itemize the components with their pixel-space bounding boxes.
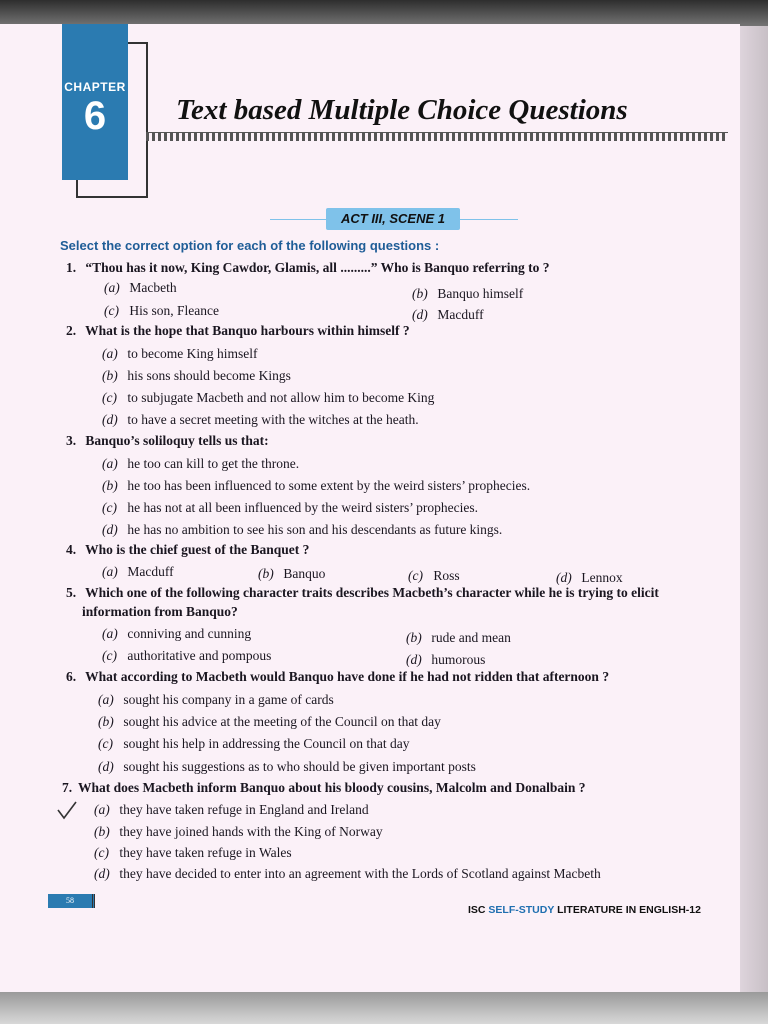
option-4b: (b) Banquo	[258, 566, 326, 581]
page-number: 58	[48, 894, 95, 908]
chapter-badge	[62, 24, 128, 180]
option-2b: (b) his sons should become Kings	[102, 368, 291, 383]
option-1b: (b) Banquo himself	[412, 286, 524, 301]
option-3c: (c) he has not at all been influenced by the weird sisters’ prophecies.	[102, 500, 479, 515]
option-3d: (d) he has no ambition to see his son and his descendants as future kings.	[102, 522, 503, 537]
chapter-number: 6	[83, 94, 107, 138]
option-7b: (b) they have joined hands with the King of Norway	[94, 824, 383, 839]
option-2c: (c) to subjugate Macbeth and not allow him to become King	[102, 390, 435, 405]
question-1: 1. “Thou has it now, King Cawdor, Glamis, all .........” Who is Banquo referring to ?	[66, 260, 550, 275]
page-edge	[740, 26, 768, 992]
instructions: Select the correct option for each of the following questions :	[60, 238, 440, 253]
question-7: 7. What does Macbeth inform Banquo about his bloody cousins, Malcolm and Donalbain ?	[62, 780, 586, 795]
chapter-label: CHAPTER	[64, 80, 126, 94]
question-5-line2: information from Banquo?	[82, 604, 238, 619]
question-4: 4. Who is the chief guest of the Banquet ?	[66, 542, 310, 557]
book-page	[0, 24, 740, 994]
option-6a: (a) sought his company in a game of cards	[98, 692, 334, 707]
option-3b: (b) he too has been influenced to some extent by the weird sisters’ prophecies.	[102, 478, 531, 493]
option-6b: (b) sought his advice at the meeting of the Council on that day	[98, 714, 441, 729]
option-5b: (b) rude and mean	[406, 630, 511, 645]
page-title: Text based Multiple Choice Questions	[176, 94, 628, 126]
question-3: 3. Banquo’s soliloquy tells us that:	[66, 433, 269, 448]
option-6d: (d) sought his suggestions as to who should be given important posts	[98, 759, 476, 774]
question-6: 6. What according to Macbeth would Banquo have done if he had not ridden that afternoon ?	[66, 669, 610, 684]
checkmark-icon	[56, 800, 78, 820]
option-1a: (a) Macbeth	[104, 280, 177, 295]
act-scene-banner: ACT III, SCENE 1	[326, 208, 460, 230]
option-2a: (a) to become King himself	[102, 346, 258, 361]
option-1d: (d) Macduff	[412, 307, 484, 322]
option-2d: (d) to have a secret meeting with the witches at the heath.	[102, 412, 419, 427]
option-5c: (c) authoritative and pompous	[102, 648, 272, 663]
option-4a: (a) Macduff	[102, 564, 174, 579]
option-4d: (d) Lennox	[556, 570, 623, 585]
option-5a: (a) conniving and cunning	[102, 626, 252, 641]
option-3a: (a) he too can kill to get the throne.	[102, 456, 300, 471]
option-1c: (c) His son, Fleance	[104, 303, 219, 318]
book-footer: ISC SELF-STUDY LITERATURE IN ENGLISH-12	[468, 904, 701, 916]
option-7a: (a) they have taken refuge in England and Ireland	[94, 802, 369, 817]
option-5d: (d) humorous	[406, 652, 486, 667]
option-7d: (d) they have decided to enter into an agreement with the Lords of Scotland against Macbeth	[94, 866, 601, 881]
option-7c: (c) they have taken refuge in Wales	[94, 845, 292, 860]
question-5: 5. Which one of the following character traits describes Macbeth’s character while he is trying to elicit	[66, 585, 659, 600]
bottom-shadow	[0, 992, 768, 1024]
title-rule-divider	[146, 132, 728, 141]
option-4c: (c) Ross	[408, 568, 460, 583]
option-6c: (c) sought his help in addressing the Council on that day	[98, 736, 410, 751]
question-2: 2. What is the hope that Banquo harbours within himself ?	[66, 323, 410, 338]
